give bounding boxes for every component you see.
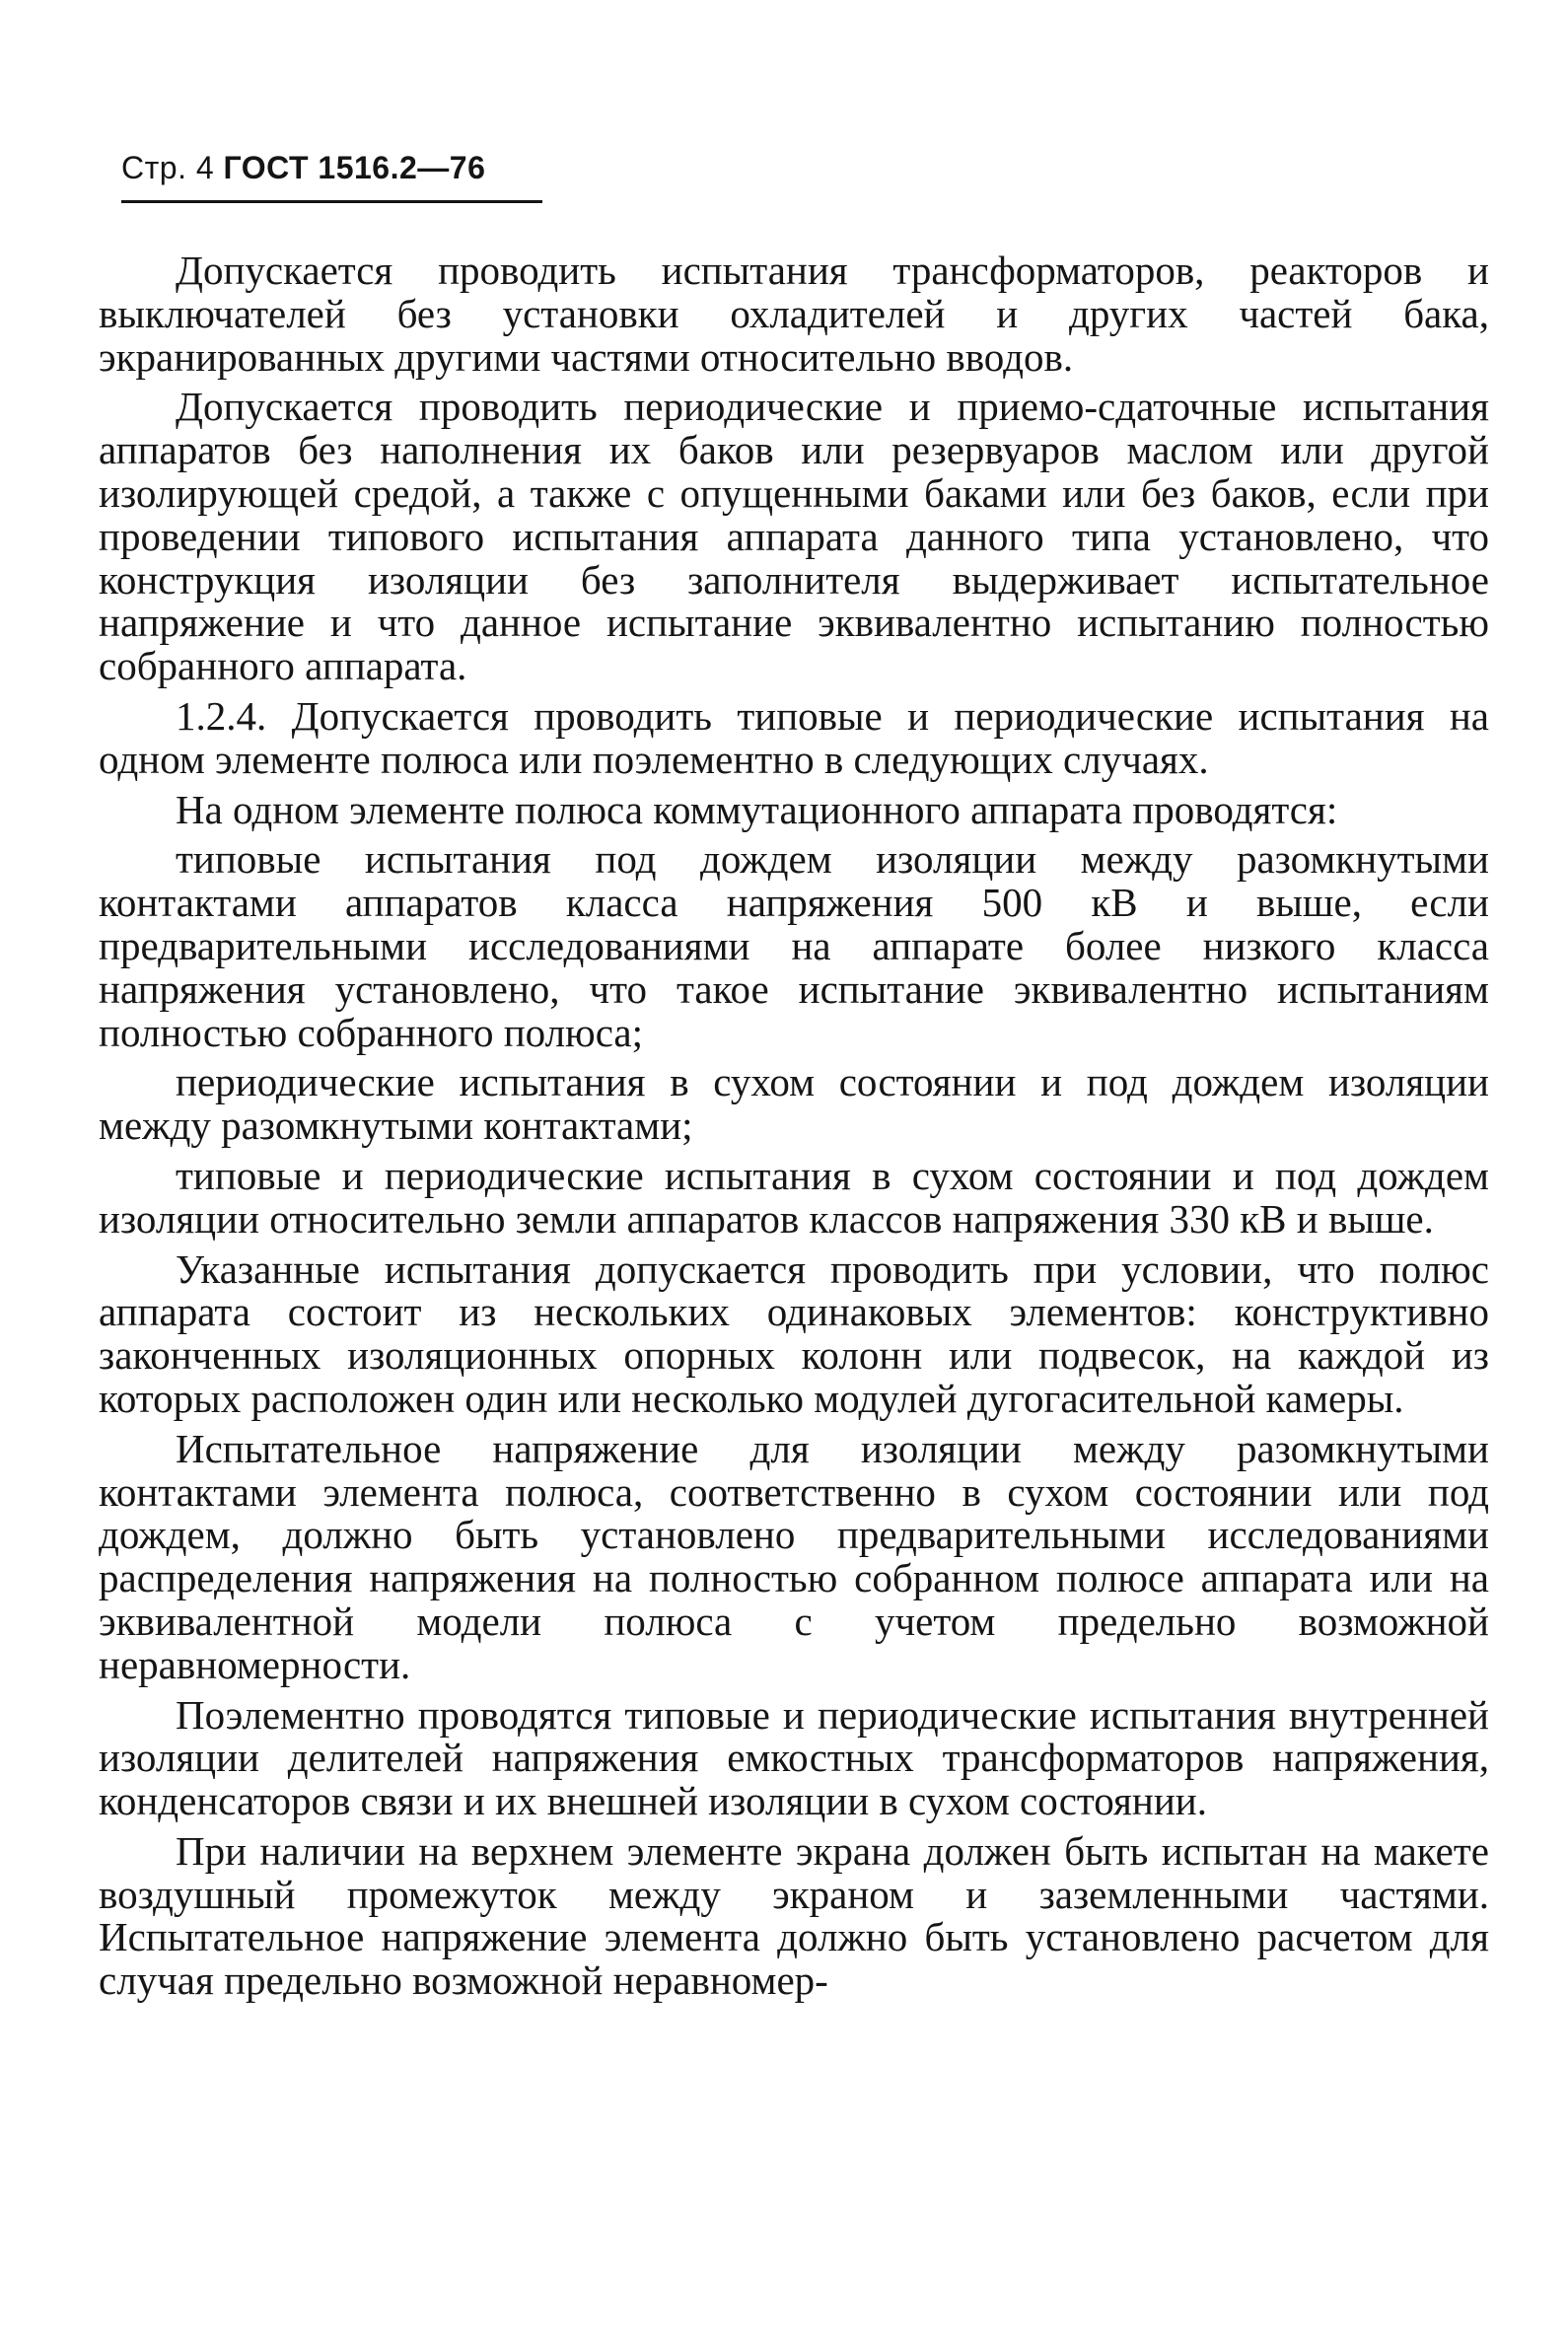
page-number: Стр. 4 (121, 150, 215, 185)
paragraph-3: 1.2.4. Допускается проводить типовые и периодические испытания на одном элементе полюса или поэлементно в следующих случаях. (99, 692, 1489, 782)
paragraph-5: типовые испытания под дождем изоляции между разомкнутыми контактами аппаратов класса напряжения 500 кВ и выше, если предварительными исследованиями на аппарате более низкого класса напряжения установлено, что такое испытание эквивалентно испытаниям полностью собранного полюса; (99, 836, 1489, 1055)
page-header (121, 150, 485, 186)
paragraph-11: При наличии на верхнем элементе экрана должен быть испытан на макете воздушный промежуток между экраном и заземленными частями. Испытательное напряжение элемента должно быть установлено расчетом для случая предельно возможной неравномер- (99, 1827, 1489, 2004)
paragraph-2: Допускается проводить периодические и приемо-сдаточные испытания аппаратов без наполнения их баков или резервуаров маслом или другой изолирующей средой, а также с опущенными баками или без баков, если при проведении типового испытания аппарата данного типа установлено, что конструкция изоляции без заполнителя выдерживает испытательное напряжение и что данное испытание эквивалентно испытанию полностью собранного аппарата. (99, 384, 1489, 689)
paragraph-1: Допускается проводить испытания трансформаторов, реакторов и выключателей без установки охладителей и других частей бака, экранированных другими частями относительно вводов. (99, 248, 1489, 380)
paragraph-8: Указанные испытания допускается проводить при условии, что полюс аппарата состоит из нескольких одинаковых элементов: конструктивно законченных изоляционных опорных колонн или подвесок, на каждой из которых расположен один или несколько модулей дугогасительной камеры. (99, 1245, 1489, 1421)
paragraph-6: периодические испытания в сухом состоянии и под дождем изоляции между разомкнутыми контактами; (99, 1059, 1489, 1149)
standard-designation: ГОСТ 1516.2—76 (223, 150, 486, 185)
header-rule (121, 200, 542, 203)
paragraph-10: Поэлементно проводятся типовые и периодические испытания внутренней изоляции делителей напряжения емкостных трансформаторов напряжения, конденсаторов связи и их внешней изоляции в сухом состоянии. (99, 1691, 1489, 1824)
paragraph-7: типовые и периодические испытания в сухом состоянии и под дождем изоляции относительно земли аппаратов классов напряжения 330 кВ и выше. (99, 1152, 1489, 1242)
paragraph-9: Испытательное напряжение для изоляции между разомкнутыми контактами элемента полюса, соответственно в сухом состоянии или под дождем, должно быть установлено предварительными исследованиями распределения напряжения на полностью собранном полюсе аппарата или на эквивалентной модели полюса с учетом предельно возможной неравномерности. (99, 1425, 1489, 1687)
body-text (99, 249, 1489, 2010)
paragraph-4: На одном элементе полюса коммутационного аппарата проводятся: (176, 786, 1338, 832)
